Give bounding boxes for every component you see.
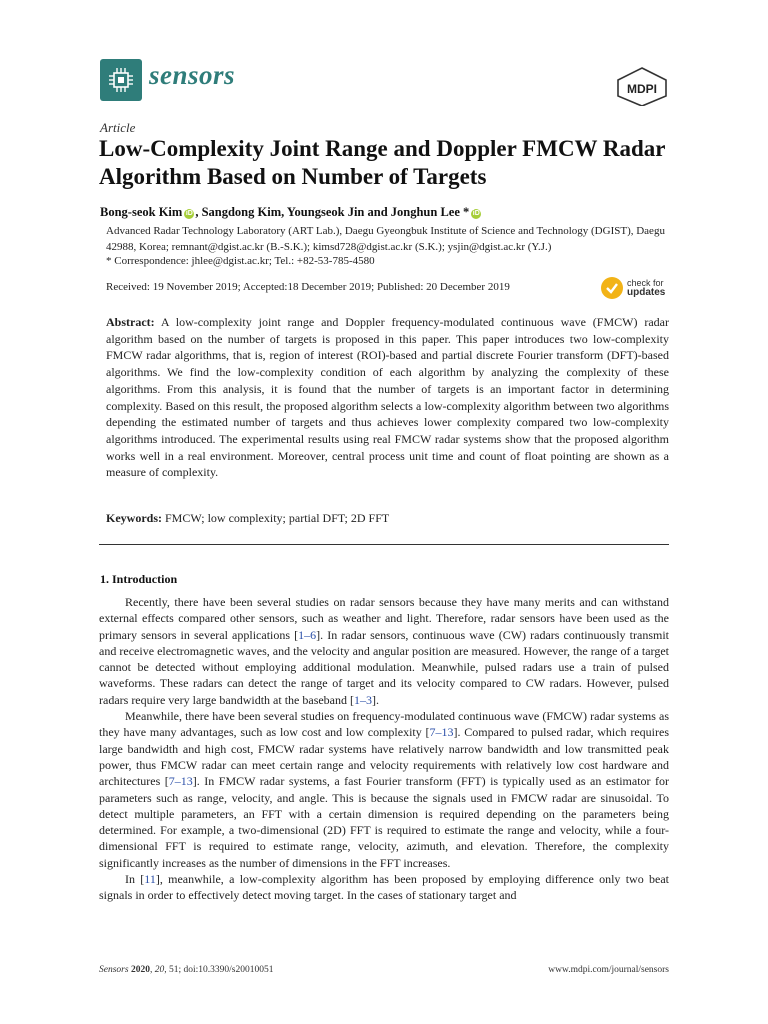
section-body (99, 594, 669, 904)
section-divider (99, 544, 669, 545)
footer-citation: Sensors 2020, 20, 51; doi:10.3390/s20010051 (99, 965, 274, 975)
citation-link[interactable]: 1–3 (354, 692, 373, 707)
article-title: Low-Complexity Joint Range and Doppler FMCW Radar Algorithm Based on Number of Targets (99, 136, 666, 189)
author-name[interactable]: Bong-seok Kim (100, 205, 183, 219)
citation-link[interactable]: 11 (144, 872, 156, 887)
author-name[interactable]: Sangdong Kim (201, 205, 282, 219)
journal-logo-icon[interactable] (100, 59, 142, 101)
check-updates-line1: check for (627, 278, 664, 288)
journal-name[interactable]: sensors (149, 60, 236, 90)
abstract-label: Abstract: (106, 315, 155, 329)
citation-link[interactable]: 7–13 (429, 725, 454, 740)
abstract-text: A low-complexity joint range and Doppler frequency-modulated continuous wave (FMCW) radar algorithm based on the number of targets is proposed in this paper. This paper introduces two low-complexity FMCW radar algorithms, that is, region of interest (ROI)-based and partial discrete Fourier transform (DFT)-based algorithms. We find the low-complexity condition of each algorithm by analyzing the complexity of these algorithms. From this analysis, it is found that the number of targets is an important factor in determining complexity. Based on this result, the proposed algorithm selects a low-complexity algorithm between two algorithms depending the estimated number of targets and thus achieves lower complexity compared two low-complexity algorithms introduced. The experimental results using real FMCW radar systems show that the proposed algorithm works well in a real environment. Moreover, central process unit time and count of float pointing are shown as a measure of complexity. (106, 315, 669, 480)
paragraph: In [11], meanwhile, a low-complexity algorithm has been proposed by employing difference only two beat signals in order to effectively detect moving target. In the cases of stationary target and (99, 872, 670, 903)
check-for-updates-button[interactable] (601, 276, 673, 302)
affiliation: Advanced Radar Technology Laboratory (ART Lab.), Daegu Gyeongbuk Institute of Science and Technology (DGIST), Daegu 42988, Korea; remnant@dgist.ac.kr (B.-S.K.); kimsd728@dgist.ac.kr (S.K.); ysjin@dgist.ac.kr (Y.J.) (106, 225, 665, 253)
paragraph: Meanwhile, there have been several studies on frequency-modulated continuous wave (FMCW) radar systems as they have many advantages, such as low cost and low complexity [7–13]. Compared to pulsed radar, which requires large bandwidth and high cost, FMCW radar systems have relatively narrow bandwidth and low transmitted peak power, thus FMCW radar can meet certain range and velocity requirements with relatively low cost hardware and architectures [7–13]. In FMCW radar systems, a fast Fourier transform (FFT) is typically used as an estimator for parameters such as range, velocity, and angle. This is because the signals used in FMCW radar are sinusoidal. To detect multiple parameters, an FFT with a certain dimension is required depending on the parameters being determined. For example, a two-dimensional (2D) FFT is required to estimate the range and velocity, while a four-dimensional FFT is required to estimate range, velocity, azimuth, and elevation. Therefore, the complexity significantly increases as the number of dimensions in the FFT increases. (99, 709, 670, 870)
author-list: Bong-seok Kim iD , Sangdong Kim, Youngseok Jin and Jonghun Lee * iD (100, 205, 480, 219)
article-type: Article (100, 120, 136, 135)
correspondence: * Correspondence: jhlee@dgist.ac.kr; Tel.: +82-53-785-4580 (106, 255, 375, 267)
author-name[interactable]: Jonghun Lee (390, 205, 460, 219)
footer-url[interactable]: www.mdpi.com/journal/sensors (548, 965, 669, 975)
check-for-updates-icon (601, 277, 623, 299)
section-heading: 1. Introduction (100, 572, 178, 586)
orcid-icon[interactable]: iD (472, 210, 480, 217)
publisher-name: MDPI (627, 82, 657, 96)
citation-link[interactable]: 1–6 (298, 627, 317, 642)
orcid-icon[interactable]: iD (185, 210, 193, 217)
mdpi-logo-icon[interactable] (614, 66, 670, 106)
author-name[interactable]: Youngseok Jin (286, 205, 365, 219)
abstract (106, 314, 669, 481)
keywords-label: Keywords: (106, 511, 162, 525)
paragraph: Recently, there have been several studies on radar sensors because they have many merits and can withstand external effects compared other sensors, such as weather and light. Therefore, radar sensors have been used as the primary sensors in several applications [1–6]. In radar sensors, continuous wave (CW) radars continuously transmit and receive electromagnetic waves, and the velocity and angular position are measured. However, the range of a target cannot be detected without employing additional modulation. Meanwhile, pulsed radars use a train of pulsed waveforms. These radars can detect the range of target and its velocity compared to CW radars. However, pulsed radars require very large bandwidth at the baseband [1–3]. (99, 595, 669, 707)
keywords-text: FMCW; low complexity; partial DFT; 2D FFT (165, 511, 390, 525)
check-updates-line2: updates (627, 287, 666, 298)
publication-dates: Received: 19 November 2019; Accepted:18 December 2019; Published: 20 December 2019 (106, 281, 510, 293)
citation-link[interactable]: 7–13 (168, 774, 193, 789)
keywords (106, 511, 389, 526)
